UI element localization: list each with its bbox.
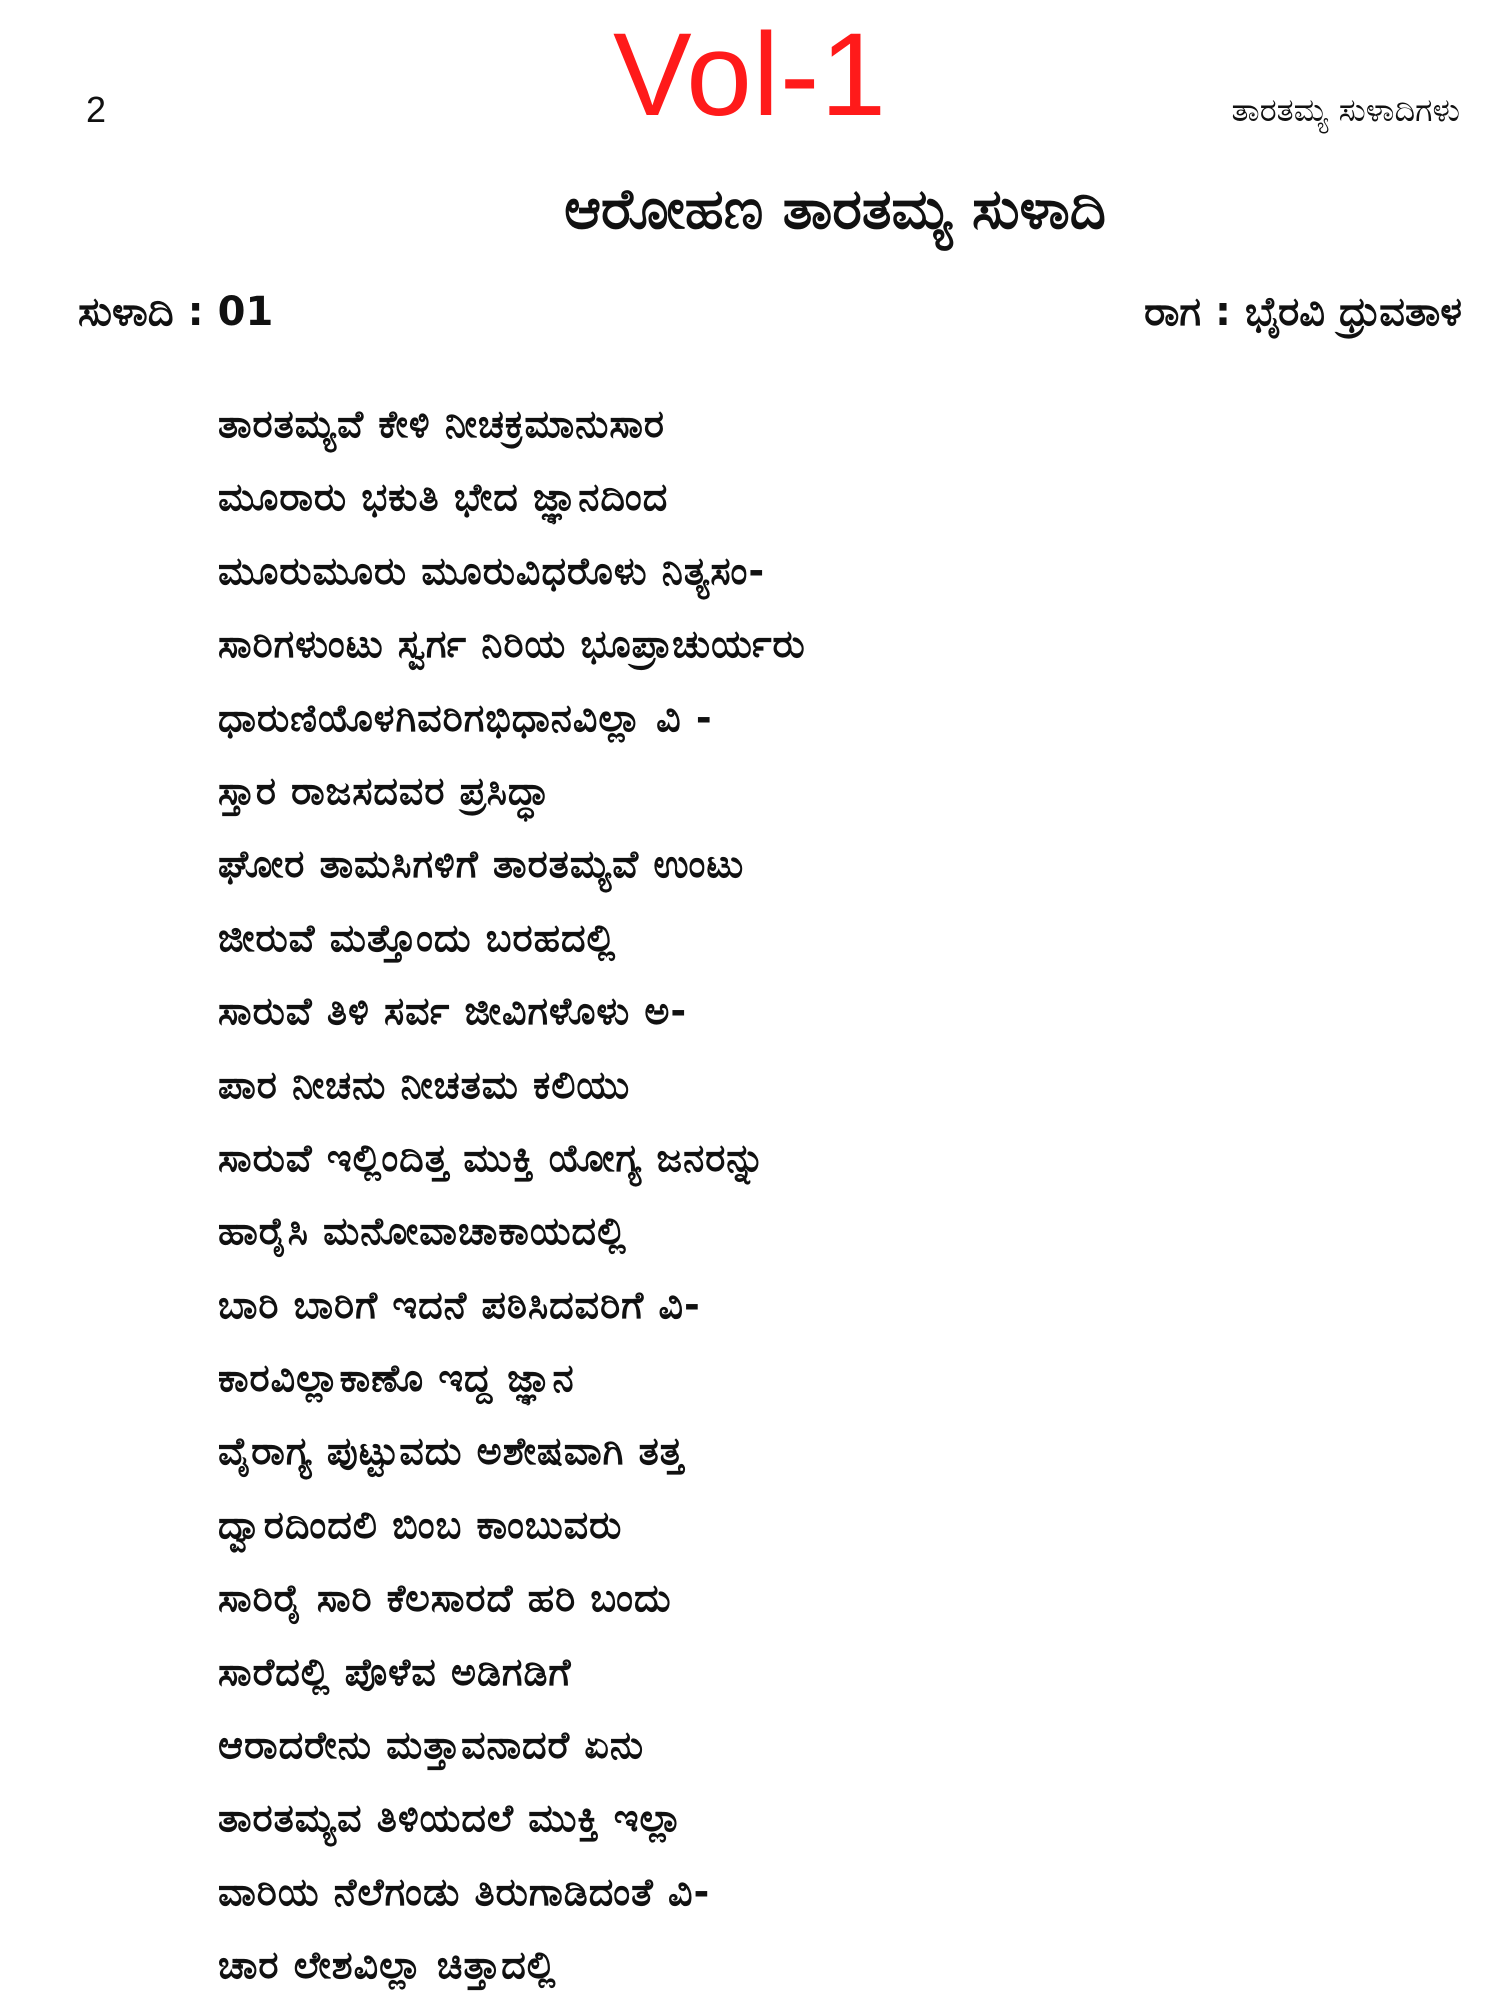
raaga-value: ಭೈರವಿ ಧ್ರುವತಾಳ bbox=[1244, 289, 1462, 335]
verse-line: ಮೂರಾರು ಭಕುತಿ ಭೇದ ಜ್ಞಾನದಿಂದ bbox=[218, 475, 669, 520]
page-number: 2 bbox=[86, 89, 107, 130]
meta-separator: : bbox=[187, 289, 204, 335]
verse-line: ಘೋರ ತಾಮಸಿಗಳಿಗೆ ತಾರತಮ್ಯವೆ ಉಂಟು bbox=[218, 842, 745, 887]
running-head: ತಾರತಮ್ಯ ಸುಳಾದಿಗಳು bbox=[1231, 91, 1460, 129]
verse-line: ಚಾರ ಲೇಶವಿಲ್ಲಾ ಚಿತ್ತಾದಲ್ಲಿ bbox=[218, 1943, 557, 1988]
verse-line: ತಾರತಮ್ಯವೆ ಕೇಳಿ ನೀಚಕ್ರಮಾನುಸಾರ bbox=[218, 402, 666, 446]
sulaadi-number: 01 bbox=[217, 289, 274, 335]
verse-line: ವೈರಾಗ್ಯ ಪುಟ್ಟುವದು ಅಶೇಷವಾಗಿ ತತ್ತ bbox=[218, 1429, 685, 1474]
verse-line: ಕಾರವಿಲ್ಲಾಕಾಣೊ ಇದ್ದ ಜ್ಞಾನ bbox=[218, 1356, 575, 1401]
verse-line: ತಾರತಮ್ಯವ ತಿಳಿಯದಲೆ ಮುಕ್ತಿ ಇಲ್ಲಾ bbox=[218, 1796, 683, 1841]
volume-label: Vol-1 bbox=[613, 9, 887, 141]
raaga-label: ರಾಗ bbox=[1144, 289, 1201, 335]
meta-separator: : bbox=[1214, 289, 1231, 335]
verse-line: ಬಾರಿ ಬಾರಿಗೆ ಇದನೆ ಪಠಿಸಿದವರಿಗೆ ವಿ- bbox=[218, 1282, 701, 1327]
verse-line: ಪಾರ ನೀಚನು ನೀಚತಮ ಕಲಿಯು bbox=[218, 1062, 631, 1107]
verse-line: ಸ್ತಾರ ರಾಜಸದವರ ಪ್ರಸಿದ್ಧಾ bbox=[218, 768, 550, 813]
sulaadi-meta-row bbox=[78, 282, 1462, 342]
verse-line: ಸಾರುವೆ ಇಲ್ಲಿಂದಿತ್ತ ಮುಕ್ತಿ ಯೋಗ್ಯ ಜನರನ್ನು bbox=[218, 1135, 766, 1180]
verse-body bbox=[218, 388, 1398, 2003]
sulaadi-label: ಸುಳಾದಿ bbox=[78, 289, 174, 335]
verse-line: ಜೀರುವೆ ಮತ್ತೊಂದು ಬರಹದಲ್ಲಿ bbox=[218, 915, 617, 960]
verse-line: ಧಾರುಣಿಯೊಳಗಿವರಿಗಭಿಧಾನವಿಲ್ಲಾ ವಿ - bbox=[218, 695, 713, 740]
verse-line: ಆರಾದರೇನು ಮತ್ತಾವನಾದರೆ ಏನು bbox=[218, 1723, 645, 1768]
verse-line: ಹಾರೈಸಿ ಮನೋವಾಚಾಕಾಯದಲ್ಲಿ bbox=[218, 1209, 627, 1254]
verse-line: ಮೂರುಮೂರು ಮೂರುವಿಧರೊಳು ನಿತ್ಯಸಂ- bbox=[218, 548, 766, 593]
verse-line: ಸಾರಿಗಳುಂಟು ಸ್ವರ್ಗ ನಿರಿಯ ಭೂಪ್ರಾಚುರ್ಯರು bbox=[218, 622, 806, 667]
verse-line: ಸಾರೆದಲ್ಲಿ ಪೊಳೆವ ಅಡಿಗಡಿಗೆ bbox=[218, 1649, 572, 1694]
verse-line: ಸಾರಿರೈ ಸಾರಿ ಕೆಲಸಾರದೆ ಹರಿ ಬಂದು bbox=[218, 1576, 672, 1621]
verse-line: ದ್ವಾರದಿಂದಲಿ ಬಿಂಬ ಕಾಂಬುವರು bbox=[218, 1502, 623, 1547]
verse-line: ಸಾರುವೆ ತಿಳಿ ಸರ್ವ ಜೀವಿಗಳೊಳು ಅ- bbox=[218, 989, 688, 1034]
verse-line: ವಾರಿಯ ನೆಲೆಗಂಡು ತಿರುಗಾಡಿದಂತೆ ವಿ- bbox=[218, 1869, 711, 1914]
page-title: ಆರೋಹಣ ತಾರತಮ್ಯ ಸುಳಾದಿ bbox=[564, 177, 1106, 242]
sulaadi-number-group bbox=[78, 282, 273, 342]
raaga-group bbox=[1144, 282, 1462, 342]
